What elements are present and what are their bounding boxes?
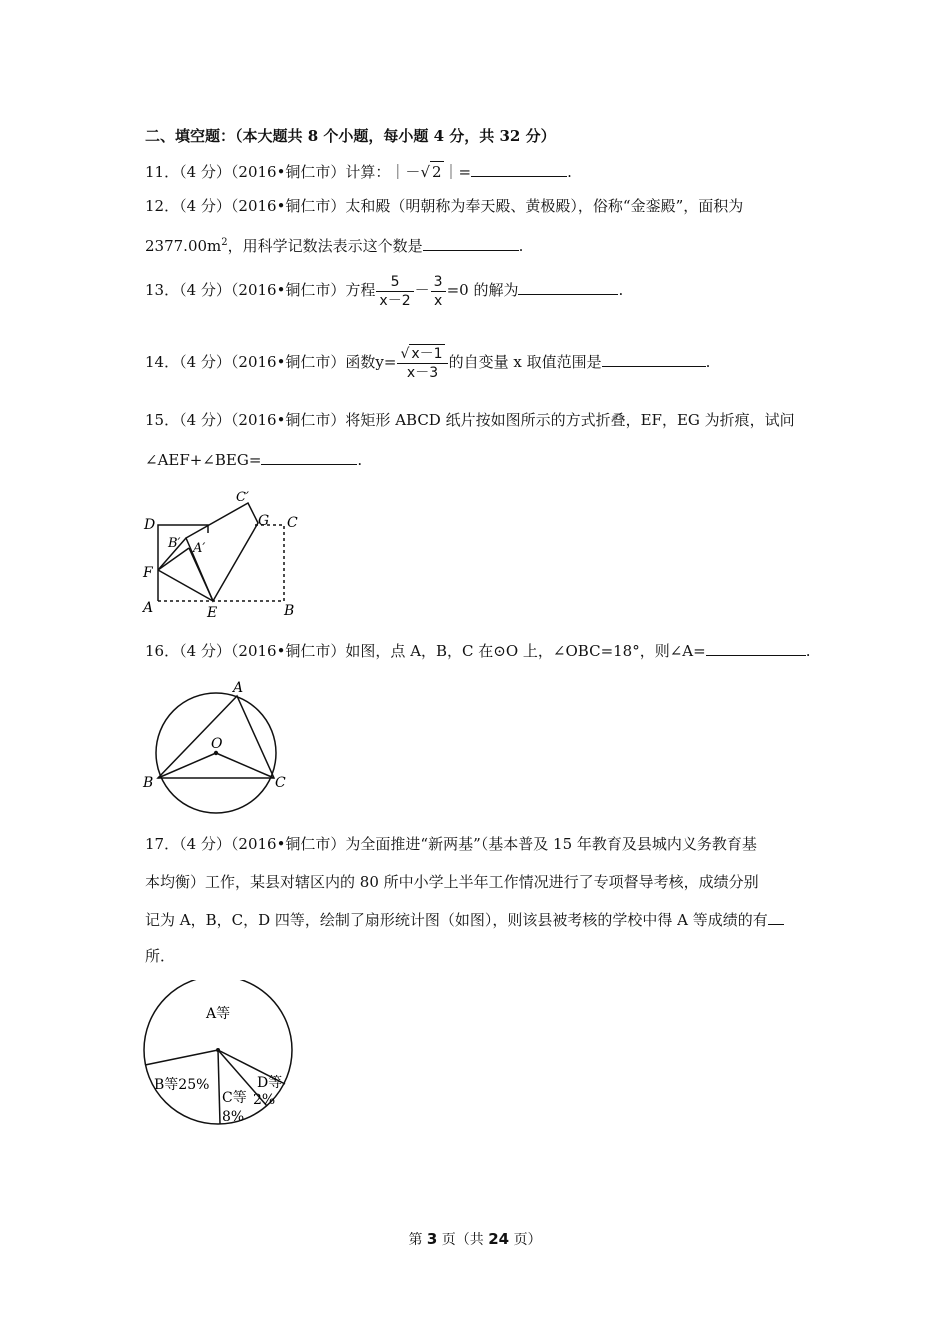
- question-15-line2: [145, 450, 362, 470]
- q12-number: 2377.00m: [145, 237, 222, 255]
- q15-label-Bp: B′: [168, 536, 181, 551]
- question-17-line3: [145, 910, 784, 930]
- q12-rest: ，用科学记数法表示这个数是: [227, 237, 423, 255]
- q17-line3-text: 记为 A，B，C，D 四等，绘制了扇形统计图（如图），则该县被考核的学校中得 A 等成绩的有: [145, 911, 768, 929]
- q14-num: √ x－1: [397, 344, 447, 364]
- q13-f2-den: x: [433, 292, 443, 309]
- question-14: [145, 340, 710, 384]
- q16-label-A: A: [233, 680, 244, 696]
- q13-end: .: [618, 281, 624, 299]
- page-footer: [0, 1229, 950, 1249]
- q13-fraction-1: [376, 273, 413, 310]
- q14-den: x－3: [406, 365, 439, 381]
- q12-sup: 2: [221, 237, 228, 248]
- q14-answer-blank[interactable]: [602, 352, 706, 367]
- q15-angle-expr: ∠AEF+∠BEG=: [145, 451, 262, 469]
- q15-label-C: C: [287, 515, 298, 531]
- q15-fold-figure: [140, 485, 310, 620]
- footer-page-number: 3: [426, 1230, 438, 1248]
- q17-answer-blank[interactable]: [768, 910, 784, 925]
- q15-label-Cp: C′: [236, 490, 249, 505]
- q16-ob: [158, 753, 216, 778]
- q16-oc: [216, 753, 274, 778]
- q15-label-Ap: A′: [193, 541, 206, 556]
- q15-fold-ef: [158, 570, 213, 601]
- footer-pre: 第: [408, 1232, 423, 1248]
- q14-prefix: 14．（4 分）（2016•铜仁市）函数: [145, 353, 376, 371]
- q14-suffix: 的自变量 x 取值范围是: [448, 353, 602, 371]
- q13-prefix: 13．（4 分）（2016•铜仁市）方程: [145, 281, 376, 299]
- q14-fraction: [397, 344, 447, 382]
- q11-end: .: [567, 163, 572, 181]
- q15-label-G: G: [258, 513, 270, 529]
- question-17-line2: 本均衡）工作，某县对辖区内的 80 所中小学上半年工作情况进行了专项督导考核，成绩分别: [145, 873, 759, 891]
- q15-label-F: F: [143, 565, 153, 581]
- q16-text: 16．（4 分）（2016•铜仁市）如图，点 A，B，C 在⊙O 上，∠OBC=18°，则∠A=: [145, 642, 706, 660]
- pie-label-C-value: 8%: [222, 1109, 245, 1125]
- pie-label-C-name: C等: [222, 1090, 247, 1106]
- q14-y-eq: y=: [375, 353, 397, 371]
- pie-slice-line-ab: [145, 1050, 218, 1065]
- question-11: 11．（4 分）（2016•铜仁市）计算：｜－√ 2 ｜= .: [145, 163, 572, 181]
- q11-prefix: 11．（4 分）（2016•铜仁市）计算：: [145, 163, 391, 181]
- q13-answer-blank[interactable]: [518, 280, 618, 295]
- q13-fraction-2: [431, 273, 446, 310]
- q16-label-C: C: [275, 775, 286, 791]
- q15-label-B: B: [284, 603, 295, 619]
- question-15-line1: 15．（4 分）（2016•铜仁市）将矩形 ABCD 纸片按如图所示的方式折叠，EF，EG 为折痕，试问: [145, 411, 795, 429]
- footer-mid: 页（共: [441, 1232, 484, 1248]
- q16-label-O: O: [211, 736, 223, 752]
- q11-radicand: 2: [432, 163, 442, 181]
- q13-suffix: =0 的解为: [446, 281, 519, 299]
- q15-label-D: D: [144, 517, 156, 533]
- q12-answer-blank[interactable]: [423, 236, 519, 251]
- q12-end: .: [518, 237, 524, 255]
- pie-label-A: A等: [206, 1006, 231, 1022]
- q13-minus: －: [414, 281, 430, 299]
- pie-slice-line-bc: [218, 1050, 220, 1124]
- q15-rect-left: [158, 525, 208, 601]
- q13-f2-num: 3: [431, 273, 446, 292]
- question-12-line2: [145, 233, 523, 256]
- q15-end: .: [357, 451, 363, 469]
- question-13: [145, 270, 623, 310]
- question-17-line4: 所．: [145, 947, 176, 965]
- q16-label-B: B: [143, 775, 154, 791]
- footer-post: 页）: [513, 1232, 542, 1248]
- section-title: 二、填空题：（本大题共 8 个小题，每小题 4 分，共 32 分）: [145, 127, 556, 145]
- footer-total-pages: 24: [488, 1230, 510, 1248]
- pie-center-dot: [216, 1048, 220, 1052]
- q13-f1-num: 5: [376, 273, 413, 292]
- q16-answer-blank[interactable]: [706, 641, 806, 656]
- q16-circle-figure: [140, 675, 300, 820]
- question-16: [145, 641, 810, 661]
- q11-abs-open: ｜－: [390, 163, 421, 181]
- q11-abs-close: ｜=: [443, 163, 472, 181]
- q14-end: .: [705, 353, 711, 371]
- pie-label-B: B等25%: [154, 1077, 210, 1093]
- q16-end: .: [805, 642, 811, 660]
- q17-pie-chart: [140, 980, 300, 1130]
- question-12-line1: 12．（4 分）（2016•铜仁市）太和殿（明朝称为奉天殿、黄极殿），俗称“金銮殿”，面积为: [145, 197, 744, 215]
- pie-label-D-value: 2%: [253, 1092, 276, 1108]
- question-17-line1: 17．（4 分）（2016•铜仁市）为全面推进“新两基”（基本普及 15 年教育及县城内义务教育基: [145, 835, 757, 853]
- q15-label-E: E: [207, 605, 218, 620]
- q11-answer-blank[interactable]: [471, 162, 567, 177]
- q14-radicand: x－1: [411, 346, 443, 362]
- q13-f1-den: x－2: [379, 292, 411, 309]
- pie-label-D-name: D等: [257, 1075, 283, 1091]
- q15-label-A: A: [143, 600, 154, 616]
- q15-answer-blank[interactable]: [261, 450, 357, 465]
